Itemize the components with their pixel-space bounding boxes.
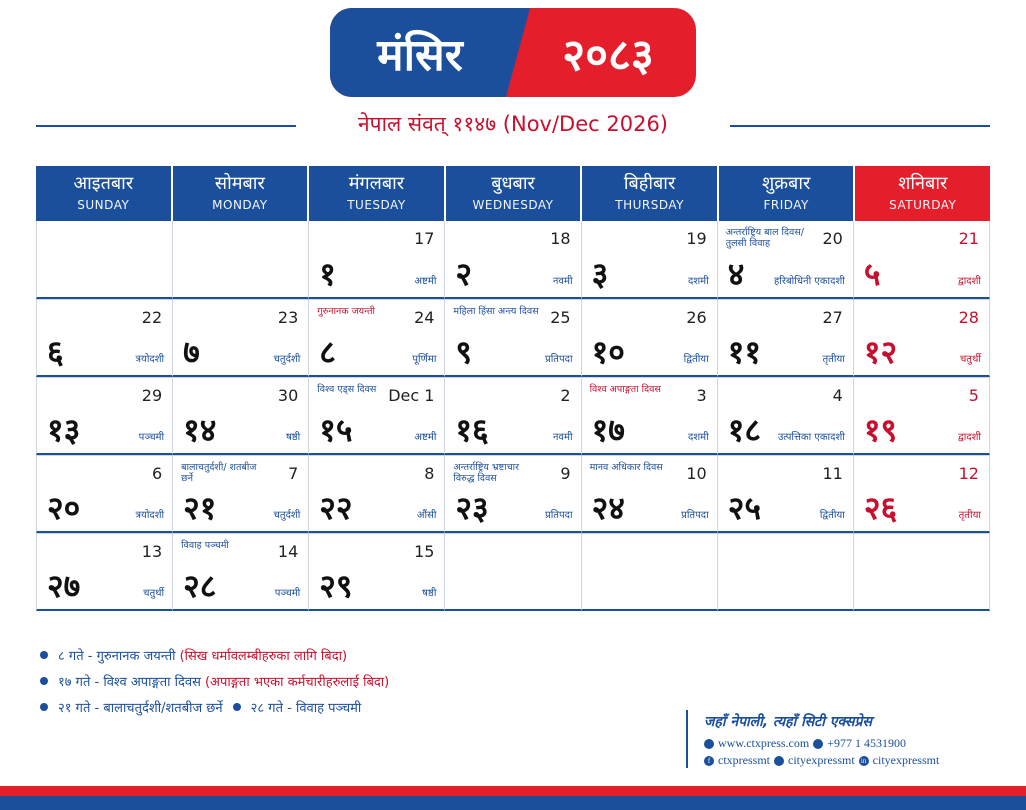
year: २०८३ <box>562 29 654 81</box>
note-item: १७ गते - विश्व अपाङ्गता दिवस (अपाङ्गता भएका कर्मचारीहरुलाई बिदा) <box>40 668 389 694</box>
nepali-date: २५ <box>727 489 761 527</box>
tithi-label: पञ्चमी <box>274 588 301 599</box>
tithi-label: नवमी <box>552 276 573 287</box>
empty-day-cell <box>854 533 990 611</box>
day-cell[interactable] <box>854 377 990 455</box>
gregorian-date: Dec 1 <box>388 386 435 405</box>
day-cell[interactable] <box>36 377 173 455</box>
holiday-notes <box>40 642 389 720</box>
event-label: अन्तर्राष्ट्रिय भ्रष्टाचार विरुद्ध दिवस <box>453 462 519 484</box>
gregorian-date: 26 <box>686 308 707 327</box>
bullet-icon <box>233 703 241 711</box>
day-cell[interactable] <box>718 299 854 377</box>
nepali-date: ८ <box>319 333 336 371</box>
nepali-date: २३ <box>455 489 489 527</box>
weekday-monday: सोमबार MONDAY <box>173 166 310 221</box>
nepali-date: १८ <box>727 411 761 449</box>
gregorian-date: 17 <box>414 229 435 248</box>
day-cell[interactable] <box>309 221 445 299</box>
tithi-label: षष्ठी <box>286 432 301 443</box>
empty-day-cell <box>173 221 309 299</box>
day-cell[interactable] <box>445 377 581 455</box>
gregorian-date: 8 <box>424 464 435 483</box>
weekday-saturday: शनिबार SATURDAY <box>855 166 990 221</box>
empty-day-cell <box>582 533 718 611</box>
nepali-date: ३ <box>591 255 609 293</box>
note-item: २१ गते - बालाचतुर्दशी/शतबीज छर्ने २८ गते - विवाह पञ्चमी <box>40 694 389 720</box>
nepali-date: २४ <box>591 489 625 527</box>
event-label: महिला हिंसा अन्त्य दिवस <box>453 306 539 317</box>
nepali-date: १९ <box>863 411 898 449</box>
linkedin-handle[interactable]: cityexpressmt <box>872 753 940 767</box>
nepali-date: ११ <box>727 333 761 371</box>
event-label: विश्व अपाङ्गता दिवस <box>589 384 661 395</box>
weekday-friday: शुक्रबार FRIDAY <box>719 166 856 221</box>
calendar-week <box>36 377 990 455</box>
gregorian-date: 24 <box>414 308 435 327</box>
linkedin-icon: in <box>859 756 869 766</box>
event-label: बालाचतुर्दशी/ शतबीज छर्ने <box>181 462 257 484</box>
day-cell[interactable] <box>445 221 581 299</box>
gregorian-date: 21 <box>958 229 979 248</box>
weekday-thursday: बिहीबार THURSDAY <box>582 166 719 221</box>
tithi-label: उत्पत्तिका एकादशी <box>777 432 845 443</box>
tithi-label: द्वितीया <box>819 510 845 521</box>
event-label: विश्व एड्स दिवस <box>317 384 377 395</box>
nepali-date: २ <box>455 255 473 293</box>
nepali-date: २९ <box>319 567 353 605</box>
phone-number[interactable]: +977 1 4531900 <box>827 736 906 750</box>
slogan: जहाँ नेपाली, त्यहाँ सिटी एक्सप्रेस <box>704 714 872 730</box>
day-cell[interactable] <box>309 533 445 611</box>
gregorian-date: 5 <box>968 386 979 405</box>
tithi-label: द्वितीया <box>683 354 709 365</box>
gregorian-date: 6 <box>151 464 163 483</box>
footer-red-band <box>0 786 1026 796</box>
tithi-label: त्रयोदशी <box>135 510 165 521</box>
instagram-handle[interactable]: cityexpressmt <box>788 753 855 767</box>
day-cell[interactable] <box>309 299 445 377</box>
tithi-label: दशमी <box>688 276 709 287</box>
gregorian-date: 9 <box>560 464 571 483</box>
tithi-label: अष्टमी <box>414 276 437 287</box>
tithi-label: चतुर्दशी <box>273 354 301 365</box>
globe-icon <box>704 739 714 749</box>
weekday-sunday: आइतबार SUNDAY <box>36 166 173 221</box>
nepali-date: १७ <box>591 411 625 449</box>
nepali-date: ४ <box>727 255 745 293</box>
tithi-label: षष्ठी <box>422 588 437 599</box>
day-cell[interactable] <box>718 377 854 455</box>
subtitle: नेपाल संवत् ११४७ (Nov/Dec 2026) <box>357 112 668 136</box>
nepali-date: २१ <box>183 489 217 527</box>
day-cell[interactable] <box>309 377 445 455</box>
gregorian-date: 22 <box>141 308 163 327</box>
nepali-date: २२ <box>319 489 353 527</box>
calendar-week <box>36 455 990 533</box>
empty-day-cell <box>718 533 854 611</box>
divider-right <box>730 125 990 127</box>
gregorian-date: 20 <box>822 229 843 248</box>
nepali-date: १० <box>591 333 625 371</box>
contact-social <box>704 753 939 768</box>
nepali-date: १५ <box>319 411 353 449</box>
event-label: मानव अधिकार दिवस <box>589 462 663 473</box>
gregorian-date: 10 <box>686 464 707 483</box>
nepali-date: ९ <box>455 333 473 371</box>
gregorian-date: 19 <box>686 229 707 248</box>
note-item: ८ गते - गुरुनानक जयन्ती (सिख धर्मावलम्बीहरुका लागि बिदा) <box>40 642 389 668</box>
nepali-date: २८ <box>183 567 217 605</box>
tithi-label: द्वादशी <box>957 276 981 287</box>
tithi-label: तृतीया <box>958 510 981 521</box>
nepali-date: १३ <box>47 411 81 449</box>
tithi-label: पञ्चमी <box>138 432 165 443</box>
facebook-icon: f <box>704 756 714 766</box>
phone-icon <box>813 739 823 749</box>
bullet-icon <box>40 703 48 711</box>
event-label: गुरुनानक जयन्ती <box>317 306 375 317</box>
nepali-date: ५ <box>863 255 881 293</box>
nepali-date: २६ <box>863 489 898 527</box>
weekday-wednesday: बुधबार WEDNESDAY <box>446 166 583 221</box>
bullet-icon <box>40 677 48 685</box>
footer-blue-band <box>0 796 1026 810</box>
tithi-label: अष्टमी <box>414 432 437 443</box>
calendar-title <box>330 8 696 97</box>
tithi-label: चतुर्थी <box>143 588 165 599</box>
day-cell[interactable] <box>445 299 581 377</box>
website-link[interactable]: www.ctxpress.com <box>718 736 810 750</box>
gregorian-date: 18 <box>550 229 571 248</box>
day-cell[interactable] <box>854 299 990 377</box>
gregorian-date: 11 <box>822 464 843 483</box>
gregorian-date: 28 <box>958 308 979 327</box>
bullet-icon <box>40 651 48 659</box>
event-label: अन्तर्राष्ट्रिय बाल दिवस/तुलसी विवाह <box>725 227 804 249</box>
gregorian-date: 15 <box>414 542 435 561</box>
gregorian-date: 13 <box>141 542 163 561</box>
tithi-label: द्वादशी <box>957 432 981 443</box>
tithi-label: प्रतिपदा <box>545 510 573 521</box>
weekday-tuesday: मंगलबार TUESDAY <box>309 166 446 221</box>
day-cell[interactable] <box>718 221 854 299</box>
calendar-week <box>36 221 990 299</box>
nepali-date: १६ <box>455 411 489 449</box>
tithi-label: प्रतिपदा <box>681 510 709 521</box>
day-cell[interactable] <box>718 455 854 533</box>
tithi-label: तृतीया <box>822 354 845 365</box>
empty-day-cell <box>445 533 581 611</box>
day-cell[interactable] <box>582 299 718 377</box>
gregorian-date: 23 <box>277 308 299 327</box>
tithi-label: चतुर्दशी <box>273 510 301 521</box>
day-cell[interactable] <box>445 455 581 533</box>
gregorian-date: 27 <box>822 308 843 327</box>
contact-divider <box>686 710 688 768</box>
calendar-week <box>36 299 990 377</box>
calendar-weeks <box>36 221 990 611</box>
tithi-label: प्रतिपदा <box>545 354 573 365</box>
gregorian-date: 12 <box>958 464 979 483</box>
weekday-header <box>36 166 990 221</box>
day-cell[interactable] <box>582 455 718 533</box>
tithi-label: त्रयोदशी <box>135 354 165 365</box>
gregorian-date: 2 <box>560 386 571 405</box>
day-cell[interactable] <box>582 221 718 299</box>
day-cell[interactable] <box>36 533 173 611</box>
nepali-date: २० <box>47 489 81 527</box>
contact-web-phone <box>704 736 906 751</box>
day-cell[interactable] <box>173 299 309 377</box>
day-cell[interactable] <box>173 455 309 533</box>
day-cell[interactable] <box>309 455 445 533</box>
month-name: मंसिर <box>377 29 463 81</box>
day-cell[interactable] <box>36 455 173 533</box>
gregorian-date: 4 <box>832 386 843 405</box>
day-cell[interactable] <box>854 455 990 533</box>
day-cell[interactable] <box>173 533 309 611</box>
gregorian-date: 29 <box>141 386 163 405</box>
day-cell[interactable] <box>854 221 990 299</box>
tithi-label: चतुर्थी <box>959 354 981 365</box>
gregorian-date: 25 <box>550 308 571 327</box>
day-cell[interactable] <box>36 299 173 377</box>
tithi-label: पूर्णिमा <box>412 354 437 365</box>
gregorian-date: 14 <box>277 542 299 561</box>
tithi-label: दशमी <box>688 432 709 443</box>
tithi-label: औंसी <box>416 510 437 521</box>
day-cell[interactable] <box>173 377 309 455</box>
event-label: विवाह पञ्चमी <box>181 540 229 551</box>
calendar-week <box>36 533 990 611</box>
nepali-date: २७ <box>47 567 81 605</box>
facebook-handle[interactable]: ctxpressmt <box>718 753 770 767</box>
nepali-date: १ <box>319 255 336 293</box>
day-cell[interactable] <box>582 377 718 455</box>
calendar-grid <box>36 166 990 611</box>
nepali-date: १२ <box>863 333 898 371</box>
nepali-date: ६ <box>47 333 64 371</box>
gregorian-date: 30 <box>277 386 299 405</box>
nepali-date: १४ <box>183 411 217 449</box>
tithi-label: नवमी <box>552 432 573 443</box>
gregorian-date: 3 <box>696 386 707 405</box>
divider-left <box>36 125 296 127</box>
empty-day-cell <box>36 221 173 299</box>
instagram-icon <box>774 756 784 766</box>
gregorian-date: 7 <box>288 464 299 483</box>
nepali-date: ७ <box>183 333 200 371</box>
tithi-label: हरिबोधिनी एकादशी <box>773 276 845 287</box>
